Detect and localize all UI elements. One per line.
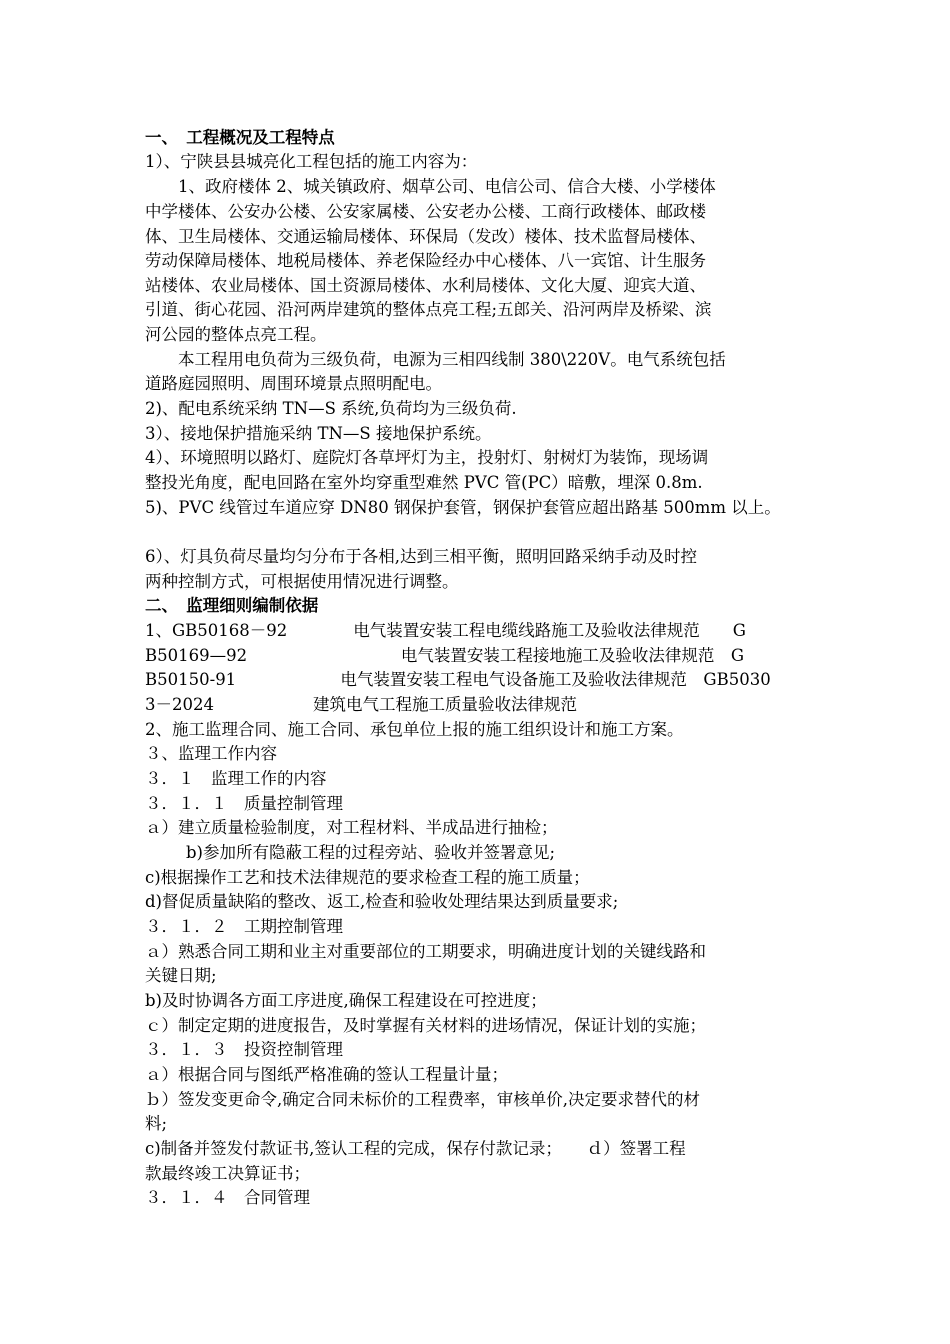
paragraph-line: 劳动保障局楼体、地税局楼体、养老保险经办中心楼体、八一宾馆、计生服务 bbox=[145, 251, 706, 270]
paragraph-line: 河公园的整体点亮工程。 bbox=[145, 325, 327, 344]
paragraph-line: 3）、接地保护措施采纳 TN—S 接地保护系统。 bbox=[145, 424, 492, 443]
paragraph-line: ３、监理工作内容 bbox=[145, 744, 277, 763]
paragraph-line: 1、GB50168－92 电气装置安装工程电缆线路施工及验收法律规范 G bbox=[145, 621, 746, 640]
paragraph-line: ３．１．３ 投资控制管理 bbox=[145, 1040, 343, 1059]
paragraph-line: ３．１ 监理工作的内容 bbox=[145, 769, 327, 788]
paragraph-line: ３．１．４ 合同管理 bbox=[145, 1188, 310, 1207]
paragraph-line: 道路庭园照明、周围环境景点照明配电。 bbox=[145, 374, 442, 393]
paragraph-line: 整投光角度，配电回路在室外均穿重型难然 PVC 管(PC）暗敷，埋深 0.8m. bbox=[145, 473, 703, 492]
paragraph-line: 4）、环境照明以路灯、庭院灯各草坪灯为主，投射灯、射树灯为装饰，现场调 bbox=[145, 448, 709, 467]
paragraph-line: b)参加所有隐蔽工程的过程旁站、验收并签署意见; bbox=[186, 843, 556, 862]
paragraph-line: 5)、PVC 线管过车道应穿 DN80 钢保护套管，钢保护套管应超出路基 500mm 以上。 bbox=[145, 498, 781, 517]
paragraph-line: b)及时协调各方面工序进度,确保工程建设在可控进度； bbox=[145, 991, 547, 1010]
paragraph-line: ａ）熟悉合同工期和业主对重要部位的工期要求，明确进度计划的关键线路和 bbox=[145, 942, 706, 961]
paragraph-line: 6）、灯具负荷尽量均匀分布于各相,达到三相平衡，照明回路采纳手动及时控 bbox=[145, 547, 697, 566]
paragraph-line: c)制备并签发付款证书,签认工程的完成，保存付款记录； ｄ）签署工程 bbox=[145, 1139, 686, 1158]
paragraph-line: c)根据操作工艺和技术法律规范的要求检查工程的施工质量； bbox=[145, 868, 590, 887]
paragraph-line: d)督促质量缺陷的整改、返工,检查和验收处理结果达到质量要求; bbox=[145, 892, 619, 911]
paragraph-line: 1）、宁陕县县城亮化工程包括的施工内容为： bbox=[145, 152, 478, 171]
paragraph-line: 款最终竣工决算证书； bbox=[145, 1164, 310, 1183]
paragraph-line: 本工程用电负荷为三级负荷，电源为三相四线制 380\220V。电气系统包括 bbox=[178, 350, 726, 369]
paragraph-line: 两种控制方式，可根据使用情况进行调整。 bbox=[145, 572, 459, 591]
paragraph-line: 3－2024 建筑电气工程施工质量验收法律规范 bbox=[145, 695, 577, 714]
paragraph-line: 中学楼体、公安办公楼、公安家属楼、公安老办公楼、工商行政楼体、邮政楼 bbox=[145, 202, 706, 221]
paragraph-line: 2)、配电系统采纳 TN—S 系统,负荷均为三级负荷. bbox=[145, 399, 517, 418]
paragraph-line: ３．１．２ 工期控制管理 bbox=[145, 917, 343, 936]
paragraph-line: 关键日期; bbox=[145, 966, 217, 985]
paragraph-line: 站楼体、农业局楼体、国土资源局楼体、水利局楼体、文化大厦、迎宾大道、 bbox=[145, 276, 706, 295]
section-heading-2: 二、 监理细则编制依据 bbox=[145, 596, 319, 615]
paragraph-line: 1、政府楼体 2、城关镇政府、烟草公司、电信公司、信合大楼、小学楼体 bbox=[178, 177, 716, 196]
paragraph-line: ａ）建立质量检验制度，对工程材料、半成品进行抽检； bbox=[145, 818, 558, 837]
paragraph-line: 体、卫生局楼体、交通运输局楼体、环保局（发改）楼体、技术监督局楼体、 bbox=[145, 227, 706, 246]
paragraph-line: 料; bbox=[145, 1114, 168, 1133]
paragraph-line: B50169—92 电气装置安装工程接地施工及验收法律规范 G bbox=[145, 646, 745, 665]
paragraph-line: B50150-91 电气装置安装工程电气设备施工及验收法律规范 GB5030 bbox=[145, 670, 771, 689]
paragraph-line: 2、施工监理合同、施工合同、承包单位上报的施工组织设计和施工方案。 bbox=[145, 720, 684, 739]
paragraph-line: ｂ）签发变更命令,确定合同未标价的工程费率，审核单价,决定要求替代的材 bbox=[145, 1090, 700, 1109]
paragraph-line: ３．１．１ 质量控制管理 bbox=[145, 794, 343, 813]
section-heading-1: 一、 工程概况及工程特点 bbox=[145, 128, 335, 147]
paragraph-line: ａ）根据合同与图纸严格准确的签认工程量计量； bbox=[145, 1065, 508, 1084]
paragraph-line: 引道、街心花园、沿河两岸建筑的整体点亮工程;五郎关、沿河两岸及桥梁、滨 bbox=[145, 300, 712, 319]
paragraph-line: ｃ）制定定期的进度报告，及时掌握有关材料的进场情况，保证计划的实施； bbox=[145, 1016, 706, 1035]
